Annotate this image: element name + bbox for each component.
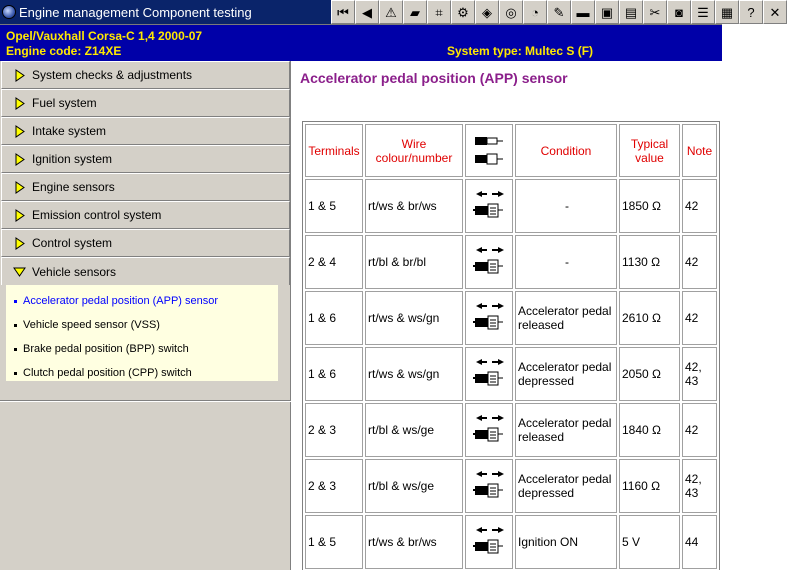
toolbar-button[interactable]: [427, 0, 451, 24]
toolbar-button[interactable]: [331, 0, 355, 24]
sidebar-menu: [0, 61, 290, 285]
sidebar-item-label: System checks & adjustments: [32, 68, 193, 82]
sidebar-item[interactable]: [1, 61, 290, 89]
table-row: [305, 403, 717, 457]
submenu-item[interactable]: [6, 313, 278, 337]
main-content: [292, 61, 723, 570]
toolbar-button[interactable]: [619, 0, 643, 24]
sidebar-item[interactable]: [1, 201, 290, 229]
collapsed-arrow-icon: [12, 68, 26, 82]
test-connection-icon: [470, 356, 510, 392]
sidebar-item[interactable]: [1, 257, 290, 285]
battery-icon: ▬: [576, 4, 590, 20]
collapsed-arrow-icon: [12, 96, 26, 110]
cell-connection-icon: [465, 179, 513, 233]
close-icon: ✕: [769, 4, 781, 20]
expanded-arrow-icon: [12, 265, 26, 279]
toolbar-button[interactable]: [571, 0, 595, 24]
component-test-table: [302, 121, 720, 570]
warning-icon: ⚠: [385, 4, 397, 20]
toolbar-button[interactable]: [499, 0, 523, 24]
test-connection-icon: [470, 412, 510, 448]
wrench-icon: ✎: [553, 4, 565, 20]
cell-value: 1840 Ω: [619, 403, 680, 457]
collapsed-arrow-icon: [12, 236, 26, 250]
cell-connection-icon: [465, 459, 513, 513]
collapsed-arrow-icon: [12, 208, 26, 222]
sidebar: [0, 61, 291, 570]
test-connection-icon: [470, 468, 510, 504]
meter-icon: ◔: [531, 4, 539, 20]
cell-wire: rt/ws & ws/gn: [365, 291, 463, 345]
cell-wire: rt/bl & br/bl: [365, 235, 463, 289]
cell-condition: Accelerator pedal released: [515, 403, 617, 457]
cell-terminals: 2 & 4: [305, 235, 363, 289]
submenu-item[interactable]: [6, 337, 278, 361]
sidebar-item[interactable]: [1, 229, 290, 257]
cell-terminals: 1 & 5: [305, 179, 363, 233]
cell-value: 2610 Ω: [619, 291, 680, 345]
vehicle-model: Opel/Vauxhall Corsa-C 1,4 2000-07: [6, 29, 203, 43]
col-header-terminals: Terminals: [305, 124, 363, 177]
cell-wire: rt/ws & br/ws: [365, 179, 463, 233]
submenu-item[interactable]: [6, 361, 278, 385]
col-header-condition: Condition: [515, 124, 617, 177]
diagram-icon: ⌗: [435, 4, 443, 20]
component-icon: ◈: [482, 4, 492, 20]
test-connection-icon: [470, 244, 510, 280]
submenu-item-label: Accelerator pedal position (APP) sensor: [23, 295, 219, 307]
bullet-icon: [14, 348, 17, 351]
help-icon: ?: [747, 4, 755, 20]
cell-terminals: 1 & 5: [305, 515, 363, 569]
table-row: [305, 235, 717, 289]
submenu-item[interactable]: [6, 289, 278, 313]
toolbar-button[interactable]: [523, 0, 547, 24]
collapsed-arrow-icon: [12, 180, 26, 194]
toolbar-button[interactable]: [475, 0, 499, 24]
toolbar-button[interactable]: [763, 0, 787, 24]
cell-note: 42: [682, 291, 717, 345]
cell-condition: Ignition ON: [515, 515, 617, 569]
cell-note: 42, 43: [682, 347, 717, 401]
cell-wire: rt/ws & br/ws: [365, 515, 463, 569]
cell-value: 1130 Ω: [619, 235, 680, 289]
multimeter-connection-icon: [469, 133, 509, 169]
collapsed-arrow-icon: [12, 152, 26, 166]
cell-connection-icon: [465, 291, 513, 345]
first-icon: ⏮: [337, 4, 349, 20]
cell-terminals: 1 & 6: [305, 347, 363, 401]
disc-icon: ◎: [505, 4, 517, 20]
cell-note: 42, 43: [682, 459, 717, 513]
system-type: System type: Multec S (F): [447, 44, 594, 58]
table-row: [305, 459, 717, 513]
gear-icon: ⚙: [457, 4, 469, 20]
cell-connection-icon: [465, 347, 513, 401]
car-icon: ◙: [675, 4, 683, 20]
cell-connection-icon: [465, 515, 513, 569]
save-icon: ▣: [600, 4, 614, 20]
sidebar-item-label: Fuel system: [32, 96, 97, 110]
cell-value: 2050 Ω: [619, 347, 680, 401]
cell-value: 5 V: [619, 515, 680, 569]
cell-note: 42: [682, 403, 717, 457]
toolbar-button[interactable]: [547, 0, 571, 24]
cell-terminals: 2 & 3: [305, 403, 363, 457]
sidebar-item[interactable]: [1, 173, 290, 201]
test-connection-icon: [470, 300, 510, 336]
cell-condition: -: [515, 235, 617, 289]
tools-icon: ✂: [649, 4, 661, 20]
submenu-item-label: Brake pedal position (BPP) switch: [23, 343, 189, 355]
cell-terminals: 2 & 3: [305, 459, 363, 513]
bullet-icon: [14, 324, 17, 327]
cell-condition: Accelerator pedal depressed: [515, 347, 617, 401]
cell-wire: rt/bl & ws/ge: [365, 403, 463, 457]
vehicle-info-bar: [0, 25, 722, 61]
sidebar-item[interactable]: [1, 117, 290, 145]
flag-icon: ▰: [410, 4, 420, 20]
sidebar-item-label: Intake system: [32, 124, 107, 138]
toolbar-button[interactable]: [379, 0, 403, 24]
cell-condition: Accelerator pedal depressed: [515, 459, 617, 513]
toolbar-button[interactable]: [643, 0, 667, 24]
cell-connection-icon: [465, 403, 513, 457]
cell-note: 42: [682, 235, 717, 289]
bullet-icon: [14, 300, 17, 303]
back-icon: ◀: [362, 4, 372, 20]
page-title: Accelerator pedal position (APP) sensor: [300, 70, 568, 86]
table-header-row: [305, 124, 717, 177]
toolbar: [331, 0, 787, 25]
cell-connection-icon: [465, 235, 513, 289]
sidebar-item-label: Engine sensors: [32, 180, 115, 194]
cell-wire: rt/ws & ws/gn: [365, 347, 463, 401]
sidebar-item-label: Vehicle sensors: [32, 264, 117, 279]
test-connection-icon: [470, 188, 510, 224]
toolbar-button[interactable]: [667, 0, 691, 24]
bullet-icon: [14, 372, 17, 375]
toolbar-button[interactable]: [595, 0, 619, 24]
sidebar-item[interactable]: [1, 89, 290, 117]
cell-note: 42: [682, 179, 717, 233]
col-header-connection-icon: [465, 124, 513, 177]
sidebar-item[interactable]: [1, 145, 290, 173]
title-bar: [0, 0, 781, 25]
cell-value: 1850 Ω: [619, 179, 680, 233]
table-body: [305, 179, 717, 569]
toolbar-button[interactable]: [739, 0, 763, 24]
cell-value: 1160 Ω: [619, 459, 680, 513]
test-connection-icon: [470, 524, 510, 560]
toolbar-button[interactable]: [403, 0, 427, 24]
toolbar-button[interactable]: [691, 0, 715, 24]
sidebar-divider: [0, 400, 291, 402]
col-header-wire: Wire colour/number: [365, 124, 463, 177]
toolbar-button[interactable]: [451, 0, 475, 24]
table-row: [305, 291, 717, 345]
col-header-note: Note: [682, 124, 717, 177]
collapsed-arrow-icon: [12, 124, 26, 138]
engine-code: Engine code: Z14XE: [6, 44, 122, 58]
app-icon[interactable]: [2, 5, 16, 19]
toolbar-button[interactable]: [715, 0, 739, 24]
table-row: [305, 515, 717, 569]
cell-note: 44: [682, 515, 717, 569]
calendar-icon: ▦: [720, 4, 734, 20]
cell-condition: -: [515, 179, 617, 233]
sidebar-item-label: Ignition system: [32, 152, 113, 166]
cell-terminals: 1 & 6: [305, 291, 363, 345]
right-margin: [723, 61, 800, 570]
col-header-value: Typical value: [619, 124, 680, 177]
list-icon: ☰: [697, 4, 709, 20]
window-title: Engine management Component testing: [19, 4, 252, 20]
cell-wire: rt/bl & ws/ge: [365, 459, 463, 513]
submenu-item-label: Vehicle speed sensor (VSS): [23, 319, 160, 331]
toolbar-button[interactable]: [355, 0, 379, 24]
cell-condition: Accelerator pedal released: [515, 291, 617, 345]
table-row: [305, 179, 717, 233]
table-row: [305, 347, 717, 401]
book-icon: ▤: [624, 4, 638, 20]
sidebar-item-label: Emission control system: [32, 208, 162, 222]
sidebar-item-label: Control system: [32, 236, 113, 250]
vehicle-sensors-submenu: [6, 285, 278, 381]
submenu-item-label: Clutch pedal position (CPP) switch: [23, 367, 192, 379]
